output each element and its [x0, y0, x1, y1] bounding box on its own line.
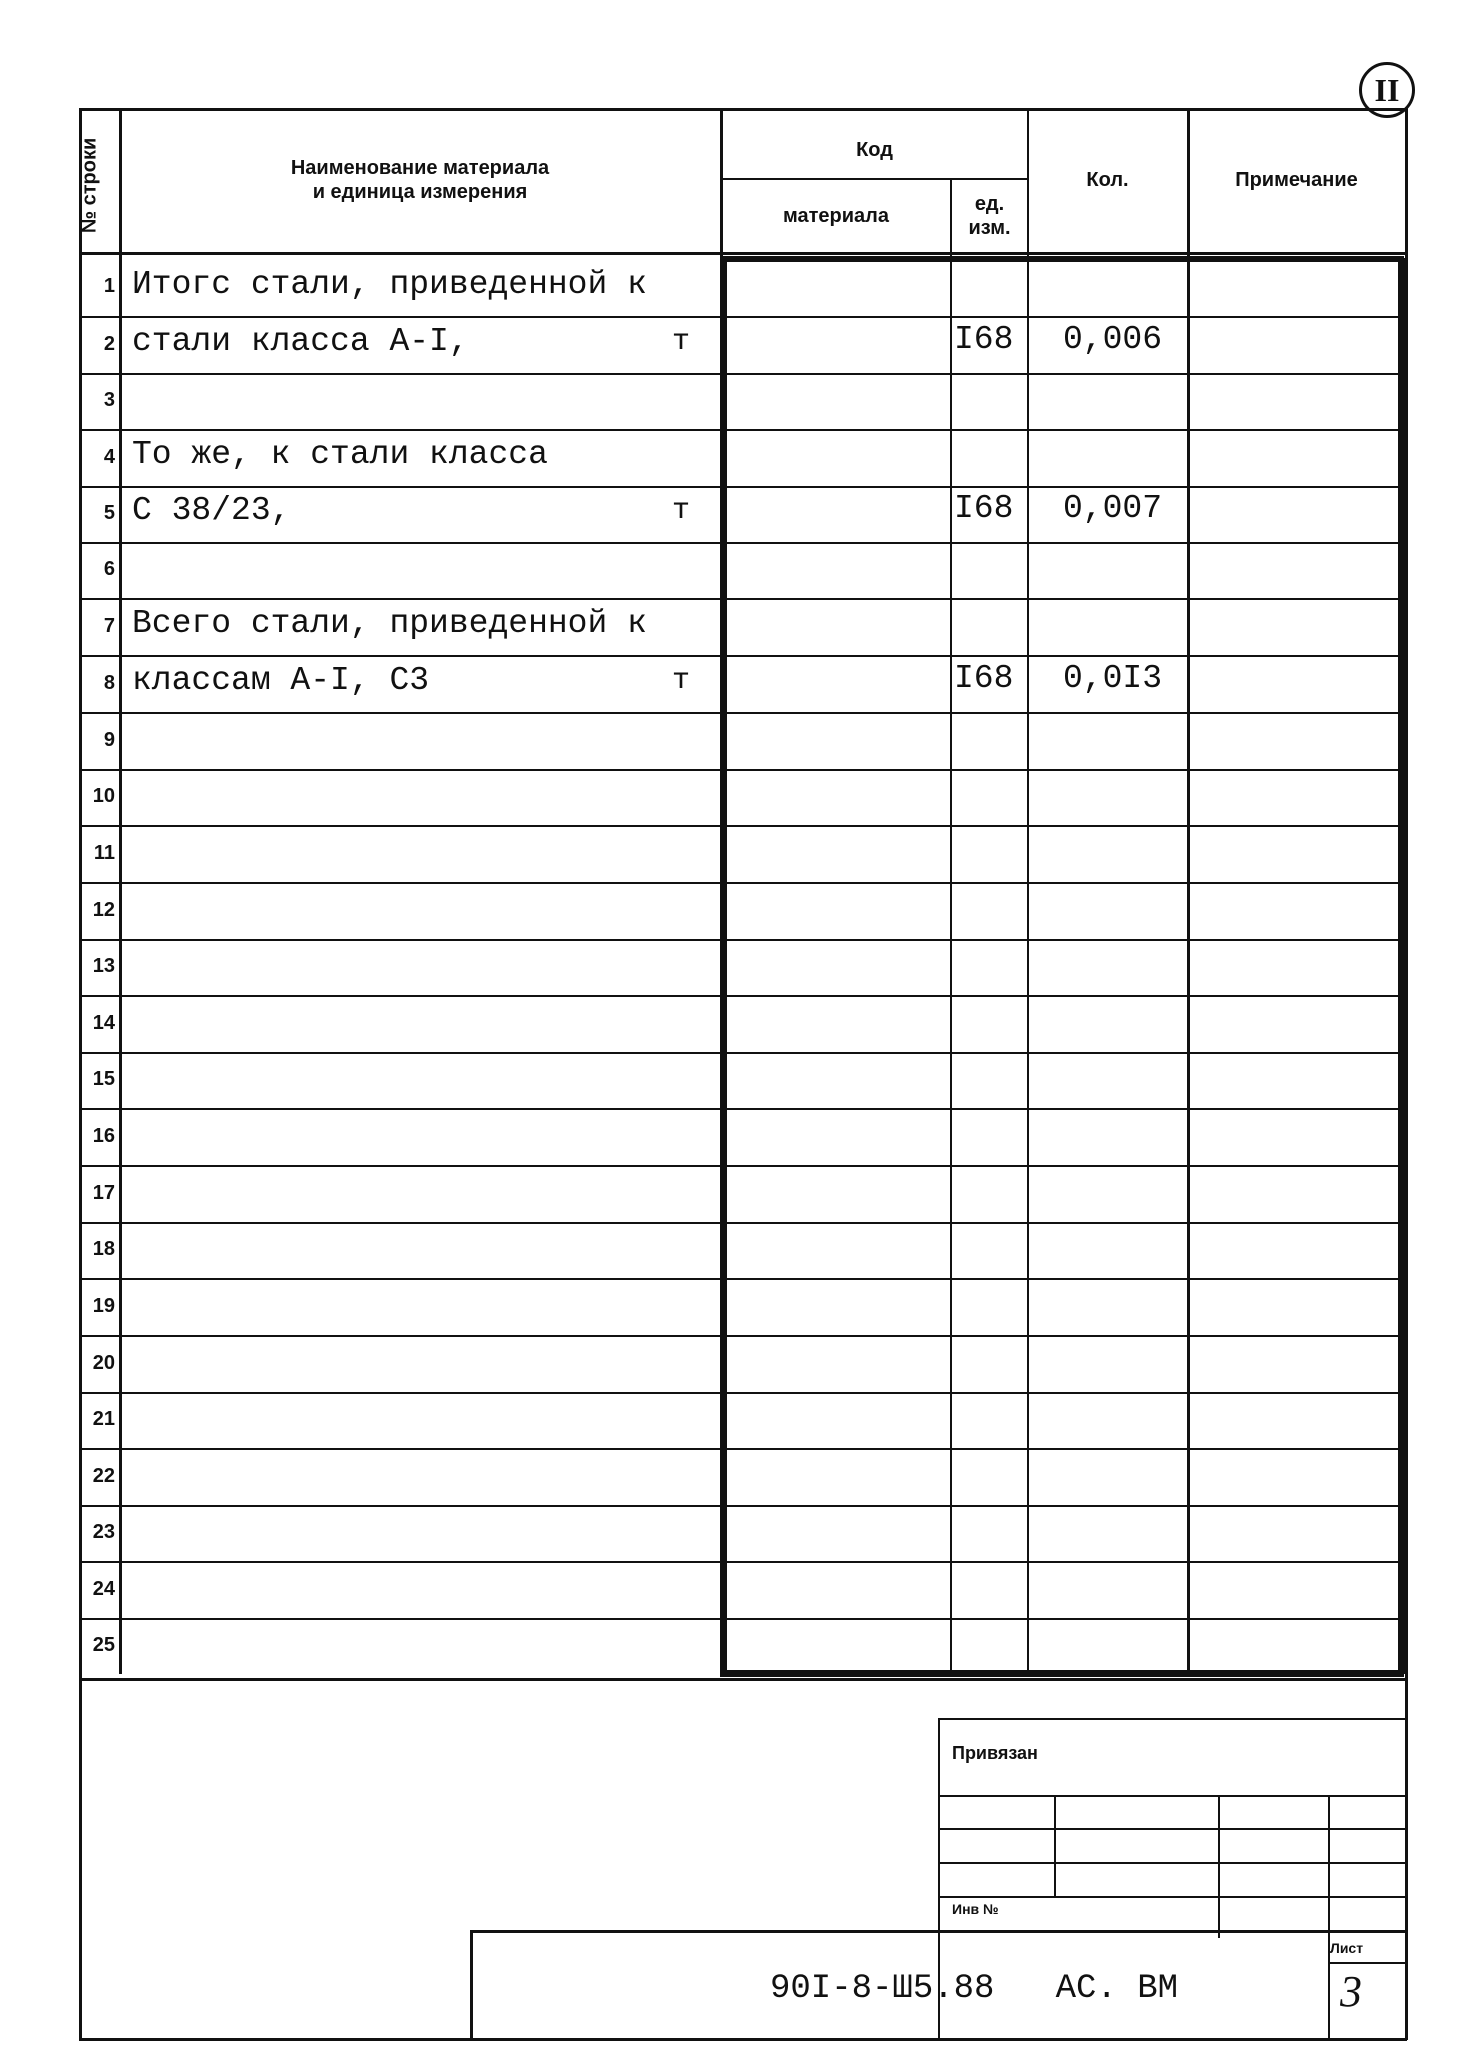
stamp-line — [938, 1795, 1407, 1797]
thick-top — [720, 256, 1404, 262]
row-number: 25 — [92, 1634, 115, 1656]
col-sep-number — [119, 108, 122, 1674]
row-number: 14 — [92, 1011, 115, 1034]
row-line — [79, 373, 1407, 375]
material-name: То же, к стали класса — [132, 436, 548, 473]
row-number: 20 — [92, 1351, 115, 1374]
row-number: 4 — [103, 445, 115, 468]
row-number: 6 — [103, 558, 115, 580]
unit-mark: т — [672, 494, 691, 528]
row-number: 22 — [92, 1464, 115, 1487]
row-line — [79, 1392, 1407, 1394]
row-line — [79, 1222, 1407, 1224]
row-number: 18 — [92, 1238, 115, 1260]
row-number: 7 — [103, 614, 115, 637]
stamp-top — [938, 1718, 1407, 1720]
row-number: 11 — [93, 841, 115, 864]
sheet-label: Лист — [1330, 1940, 1364, 1956]
stamp-col — [1054, 1795, 1056, 1896]
row-number: 8 — [103, 671, 115, 694]
name-header: Наименование материала и единица измерения — [290, 157, 550, 203]
sheet-mark: II — [1359, 62, 1415, 118]
row-line — [79, 655, 1407, 657]
code-header: Код — [856, 139, 893, 161]
row-number: 17 — [92, 1181, 115, 1204]
row-line — [79, 995, 1407, 997]
row-line — [79, 486, 1407, 488]
row-number: 2 — [103, 332, 115, 355]
row-line — [79, 882, 1407, 884]
row-number: 5 — [103, 502, 115, 524]
row-number: 16 — [92, 1124, 115, 1147]
row-line — [79, 1052, 1407, 1054]
col-sep-qty — [1187, 108, 1190, 1674]
material-name: Всего стали, приведенной к — [132, 605, 647, 642]
material-name: стали класса А-I, — [132, 323, 469, 360]
frame-bottom — [79, 2038, 1407, 2041]
designation-left — [470, 1930, 473, 2040]
stamp-col — [1218, 1795, 1220, 1938]
header-bottom — [79, 252, 1407, 255]
document-designation: 90I-8-Ш5.88 АС. ВМ — [770, 1970, 1179, 2008]
quantity: 0,0I3 — [1063, 660, 1163, 697]
row-line — [79, 1561, 1407, 1563]
unit-code-header: ед. изм. — [968, 193, 1011, 239]
row-line — [79, 1335, 1407, 1337]
row-line — [79, 1505, 1407, 1507]
thick-right — [1398, 258, 1405, 1674]
stamp-col — [1328, 1795, 1330, 2040]
thick-left — [720, 258, 727, 1674]
frame-right — [1405, 108, 1408, 2040]
unit-mark: т — [672, 325, 691, 359]
row-line — [79, 1278, 1407, 1280]
row-number: 10 — [92, 785, 115, 807]
material-name: Итогс стали, приведенной к — [132, 266, 647, 303]
row-line — [79, 1165, 1407, 1167]
stamp-line — [938, 1896, 1407, 1898]
thick-bottom — [720, 1670, 1404, 1677]
row-number: 23 — [92, 1521, 115, 1543]
designation-top — [470, 1930, 1407, 1933]
row-line — [79, 712, 1407, 714]
note-header: Примечание — [1235, 169, 1358, 191]
stamp-line — [938, 1862, 1407, 1864]
row-number: 13 — [92, 955, 115, 977]
sheet-number: 3 — [1340, 1967, 1362, 2016]
unit-code: I68 — [954, 490, 1014, 527]
row-number: 12 — [92, 898, 115, 921]
table-bottom — [79, 1678, 1407, 1681]
row-number: 3 — [103, 389, 115, 411]
sheet-label-line — [1328, 1962, 1407, 1964]
attached-label: Привязан — [952, 1743, 1038, 1763]
row-number: 19 — [92, 1294, 115, 1317]
material-name: С 38/23, — [132, 492, 291, 529]
row-line — [79, 939, 1407, 941]
material-name: классам А-I, С3 — [132, 662, 430, 699]
unit-mark: т — [672, 664, 691, 698]
row-number: 21 — [92, 1408, 115, 1430]
stamp-line — [938, 1828, 1407, 1830]
row-number: 9 — [103, 728, 115, 751]
row-number-header: № строки — [78, 137, 101, 233]
row-line — [79, 316, 1407, 318]
material-code-header: материала — [782, 205, 890, 227]
inventory-number-label: Инв № — [952, 1901, 999, 1917]
row-line — [79, 598, 1407, 600]
row-line — [79, 769, 1407, 771]
row-number: 24 — [92, 1577, 115, 1600]
quantity: 0,007 — [1063, 490, 1163, 527]
unit-code: I68 — [954, 321, 1014, 358]
quantity-header: Кол. — [1086, 169, 1129, 191]
row-line — [79, 542, 1407, 544]
row-line — [79, 1448, 1407, 1450]
col-sep-code — [1027, 108, 1029, 1674]
row-line — [79, 1108, 1407, 1110]
row-number: 1 — [103, 275, 115, 297]
row-line — [79, 1618, 1407, 1620]
row-line — [79, 825, 1407, 827]
unit-code: I68 — [954, 660, 1014, 697]
quantity: 0,006 — [1063, 321, 1163, 358]
row-number: 15 — [92, 1068, 115, 1090]
row-line — [79, 429, 1407, 431]
